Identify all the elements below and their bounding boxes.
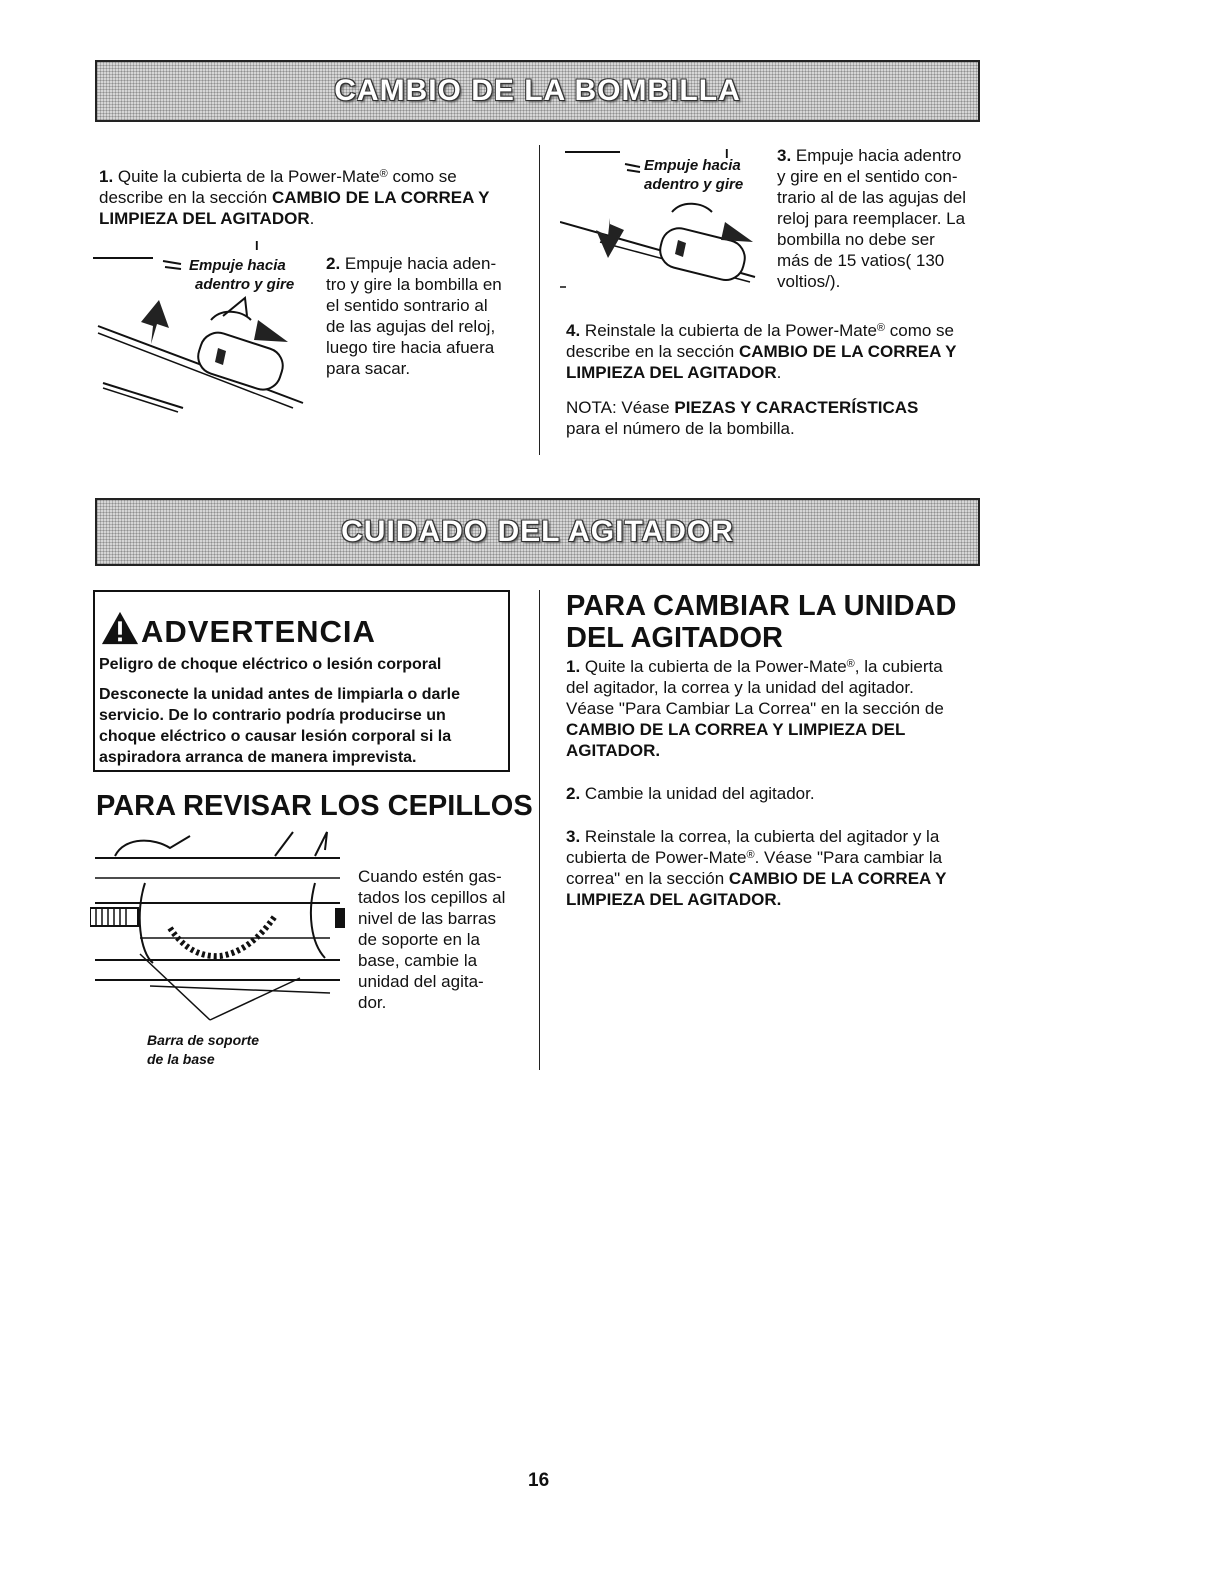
section-banner-bulb bbox=[95, 60, 980, 122]
change-unit-step1: 1. Quite la cubierta de la Power-Mate®, la cubierta del agitador, la correa y la unidad del agitador. Véase "Para Cambiar La Correa" en la sección de CAMBIO DE LA CORREA Y LIMPIEZA DEL AGITADOR. bbox=[566, 657, 944, 760]
column-divider-bottom bbox=[539, 590, 540, 1070]
step4-text: 4. Reinstale la cubierta de la Power-Mate® como se describe en la sección CAMBIO DE LA CORREA Y LIMPIEZA DEL AGITADOR. bbox=[566, 321, 957, 382]
page-number: 16 bbox=[528, 1470, 550, 1491]
brushes-text: Cuando estén gas- tados los cepillos al nivel de las barras de soporte en la base, cambie la unidad del agita- dor. bbox=[358, 867, 506, 1012]
figure-marker-right: I bbox=[725, 146, 729, 161]
change-unit-heading: PARA CAMBIAR LA UNIDAD DEL AGITADOR bbox=[566, 590, 957, 654]
section-banner-agitator bbox=[95, 498, 980, 566]
warning-line: Peligro de choque eléctrico o lesión corporal bbox=[99, 656, 442, 673]
change-unit-step2: 2. Cambie la unidad del agitador. bbox=[566, 784, 815, 803]
step1-text: 1. Quite la cubierta de la Power-Mate® como se describe en la sección CAMBIO DE LA CORREA Y LIMPIEZA DEL AGITADOR. bbox=[99, 167, 490, 228]
brushes-heading: PARA REVISAR LOS CEPILLOS bbox=[96, 790, 533, 822]
warning-triangle-icon bbox=[101, 610, 139, 646]
section-title-bulb: CAMBIO DE LA BOMBILLA bbox=[334, 74, 741, 107]
step3-text: 3. Empuje hacia adentro y gire en el sentido con- trario al de las agujas del reloj para reemplacer. La bombilla no debe ser más de 15 vatios( 130 voltios/). bbox=[777, 146, 967, 291]
support-bar-caption: Barra de soporte de la base bbox=[147, 1032, 260, 1067]
change-unit-step3: 3. Reinstale la correa, la cubierta del agitador y la cubierta de Power-Mate®. Véase "Para cambiar la correa" en la sección CAMBIO DE LA CORREA Y LIMPIEZA DEL AGITADOR. bbox=[566, 827, 947, 909]
warning-line: Desconecte la unidad antes de limpiarla o darle bbox=[99, 686, 461, 703]
warning-line: servicio. De lo contrario podría producirse un bbox=[99, 707, 446, 724]
brush-illustration bbox=[90, 828, 345, 1028]
figure-bulb-remove bbox=[93, 238, 313, 418]
bulb-illustration-right bbox=[560, 142, 775, 292]
warning-title: ADVERTENCIA bbox=[141, 614, 376, 649]
figure-caption-left: Empuje hacia adentro y gire bbox=[189, 257, 295, 293]
figure-marker: I bbox=[255, 238, 259, 253]
warning-box bbox=[93, 590, 510, 772]
note-text: NOTA: Véase PIEZAS Y CARACTERÍSTICAS para el número de la bombilla. bbox=[566, 398, 919, 438]
figure-bulb-replace bbox=[560, 142, 775, 292]
bulb-illustration-left bbox=[93, 238, 313, 418]
column-divider-top bbox=[539, 145, 540, 455]
step2-text: 2. Empuje hacia aden- tro y gire la bombilla en el sentido sontrario al de las agujas del reloj, luego tire hacia afuera para sacar. bbox=[326, 254, 502, 378]
section-title-agitator: CUIDADO DEL AGITADOR bbox=[341, 515, 734, 548]
warning-line: choque eléctrico o causar lesión corporal si la bbox=[99, 728, 452, 745]
warning-line: aspiradora arranca de manera imprevista. bbox=[99, 749, 417, 766]
figure-caption-right: Empuje hacia adentro y gire bbox=[644, 157, 744, 193]
